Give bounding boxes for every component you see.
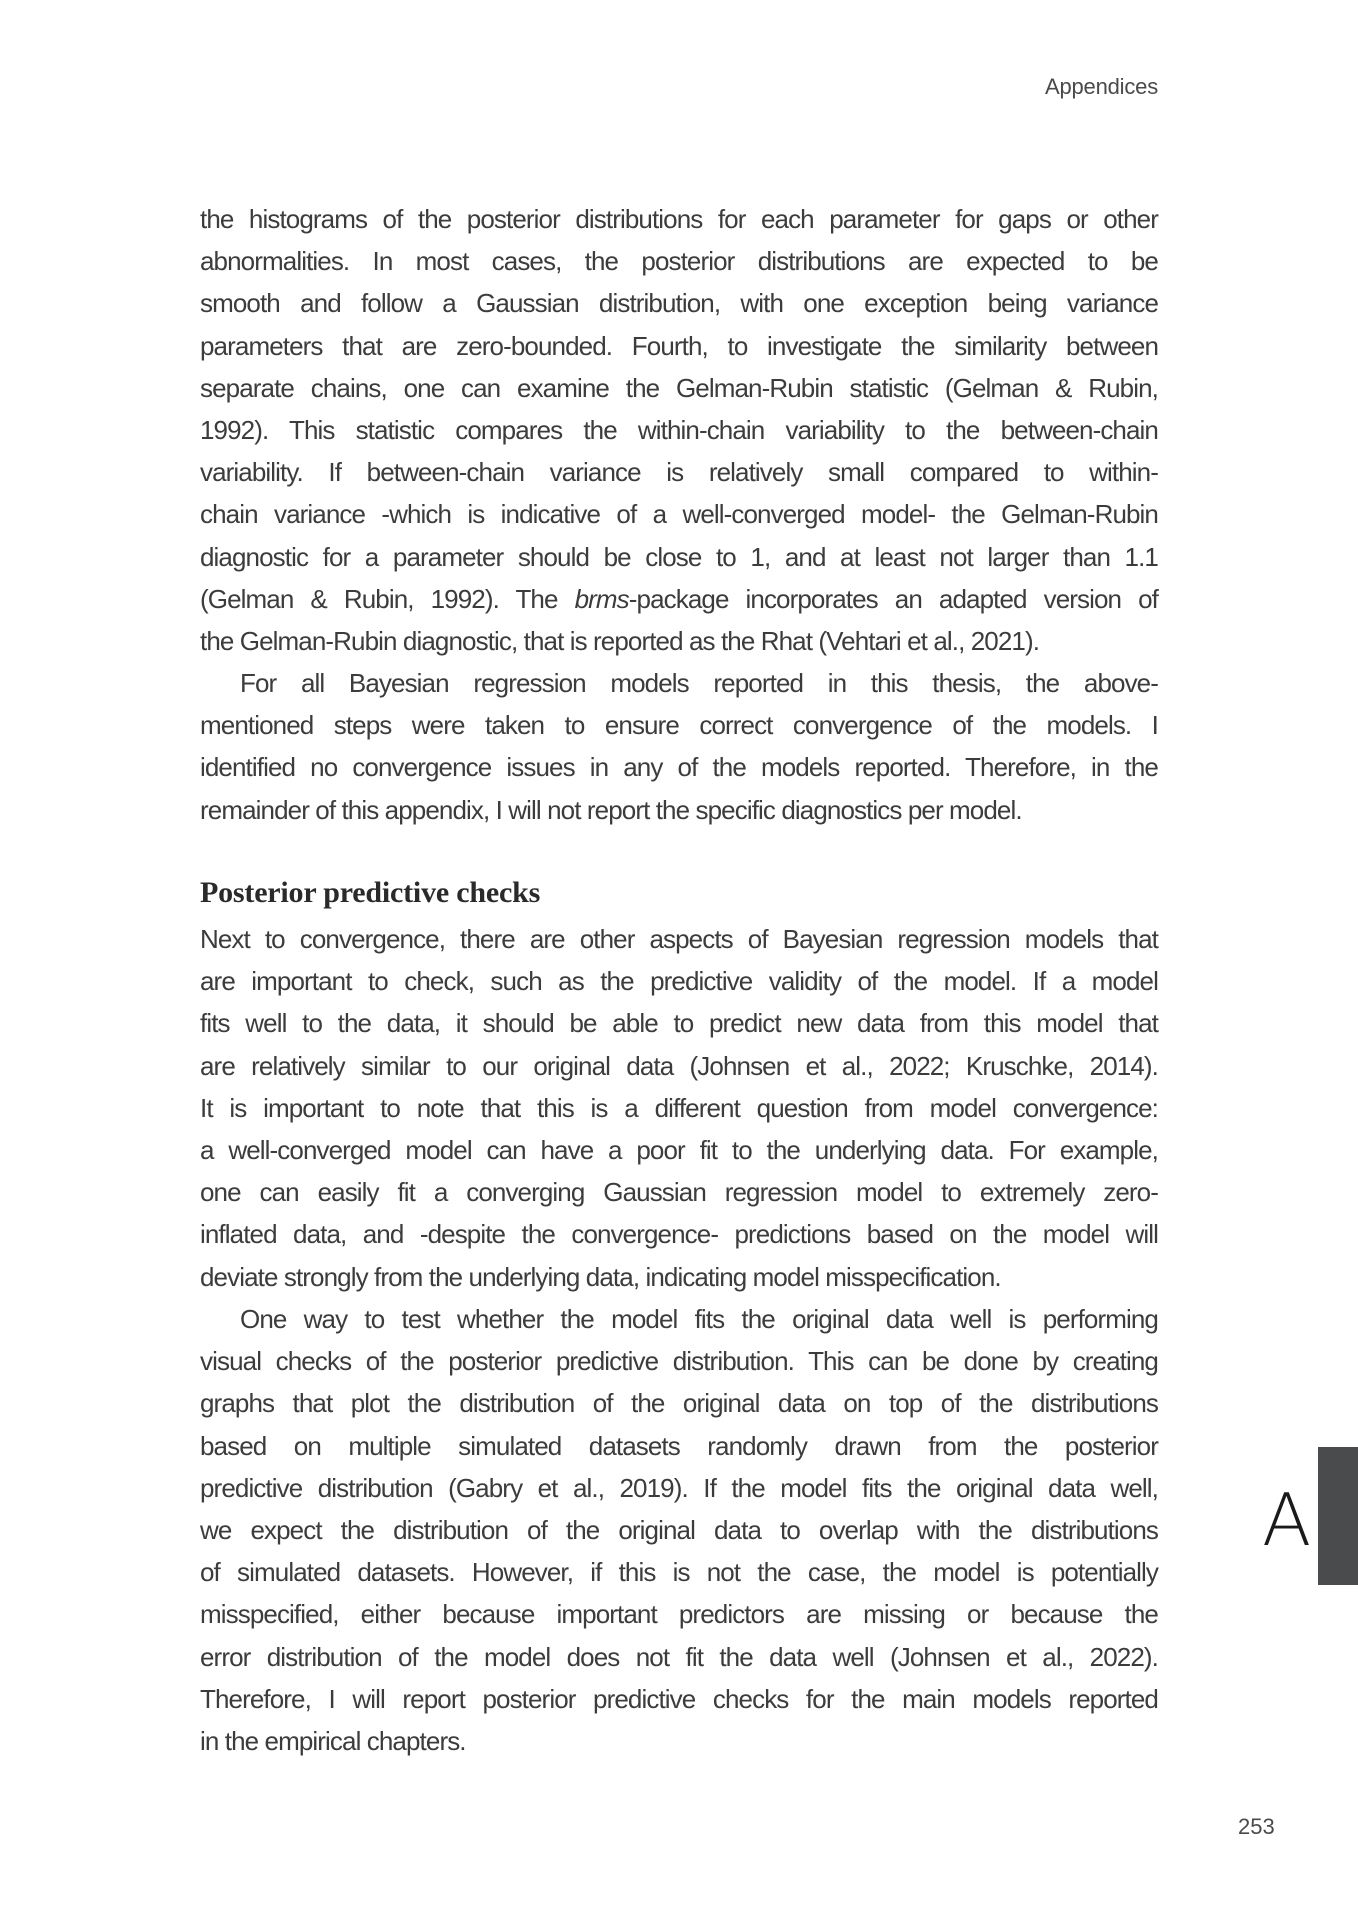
text-line: smooth and follow a Gaussian distribution, with one exception being variance xyxy=(200,288,1158,319)
section-heading: Posterior predictive checks xyxy=(200,876,541,909)
text-line: are relatively similar to our original data (Johnsen et al., 2022; Kruschke, 2014). xyxy=(200,1050,1158,1081)
text-line: of simulated datasets. However, if this is not the case, the model is potentially xyxy=(200,1557,1158,1588)
text-line: are important to check, such as the predictive validity of the model. If a model xyxy=(200,966,1158,997)
paragraph-convergence-summary xyxy=(200,662,1158,831)
text-line: remainder of this appendix, I will not report the specific diagnostics per model. xyxy=(200,794,1022,825)
text-line: inflated data, and -despite the convergence- predictions based on the model will xyxy=(200,1219,1158,1250)
text-line: the histograms of the posterior distributions for each parameter for gaps or other xyxy=(200,204,1158,234)
text-fragment: (Gelman & Rubin, 1992). The xyxy=(200,583,575,614)
text-line: we expect the distribution of the original data to overlap with the distributions xyxy=(200,1514,1158,1545)
text-line: deviate strongly from the underlying data, indicating model misspecification. xyxy=(200,1261,1001,1292)
text-line: the Gelman-Rubin diagnostic, that is reported as the Rhat (Vehtari et al., 2021). xyxy=(200,625,1040,656)
text-line: misspecified, either because important predictors are missing or because the xyxy=(200,1599,1158,1630)
text-line: based on multiple simulated datasets randomly drawn from the posterior xyxy=(200,1430,1158,1461)
text-line: fits well to the data, it should be able to predict new data from this model that xyxy=(200,1008,1158,1039)
section-tab-letter: A xyxy=(1262,1478,1312,1562)
paragraph-visual-checks xyxy=(200,1298,1158,1762)
package-name-italic: brms xyxy=(574,583,629,614)
running-head: Appendices xyxy=(1045,74,1158,99)
text-line: Next to convergence, there are other aspects of Bayesian regression models that xyxy=(200,924,1158,954)
section-thumb-tab xyxy=(1318,1447,1358,1585)
text-line: predictive distribution (Gabry et al., 2019). If the model fits the original data well, xyxy=(200,1472,1158,1503)
paragraph-continuation xyxy=(200,198,1158,662)
text-line: For all Bayesian regression models reported in this thesis, the above- xyxy=(240,668,1158,698)
text-line: a well-converged model can have a poor fit to the underlying data. For example, xyxy=(200,1134,1158,1165)
text-line: identified no convergence issues in any of the models reported. Therefore, in the xyxy=(200,752,1158,783)
page-number: 253 xyxy=(1238,1814,1275,1839)
text-line: separate chains, one can examine the Gelman-Rubin statistic (Gelman & Rubin, xyxy=(200,372,1158,403)
text-line: One way to test whether the model fits the original data well is performing xyxy=(240,1304,1158,1334)
text-line: one can easily fit a converging Gaussian regression model to extremely zero- xyxy=(200,1177,1158,1208)
text-line: It is important to note that this is a different question from model convergence: xyxy=(200,1092,1158,1123)
text-line: mentioned steps were taken to ensure correct convergence of the models. I xyxy=(200,710,1158,741)
text-line: chain variance -which is indicative of a well-converged model- the Gelman-Rubin xyxy=(200,499,1158,530)
text-fragment: -package incorporates an adapted version of xyxy=(628,583,1158,614)
text-line: in the empirical chapters. xyxy=(200,1725,466,1756)
text-line: abnormalities. In most cases, the posterior distributions are expected to be xyxy=(200,246,1158,277)
text-line: error distribution of the model does not fit the data well (Johnsen et al., 2022). xyxy=(200,1641,1158,1672)
text-line: Therefore, I will report posterior predictive checks for the main models reported xyxy=(200,1683,1158,1714)
paragraph-predictive-validity xyxy=(200,918,1158,1298)
text-line: variability. If between-chain variance is relatively small compared to within- xyxy=(200,457,1158,488)
text-line: 1992). This statistic compares the within-chain variability to the between-chain xyxy=(200,414,1158,445)
text-line: diagnostic for a parameter should be close to 1, and at least not larger than 1.1 xyxy=(200,541,1158,572)
text-line: visual checks of the posterior predictive distribution. This can be done by creating xyxy=(200,1346,1158,1377)
text-line: graphs that plot the distribution of the original data on top of the distributions xyxy=(200,1388,1158,1419)
text-line: parameters that are zero-bounded. Fourth, to investigate the similarity between xyxy=(200,330,1158,361)
text-line-with-italic xyxy=(200,578,1158,620)
